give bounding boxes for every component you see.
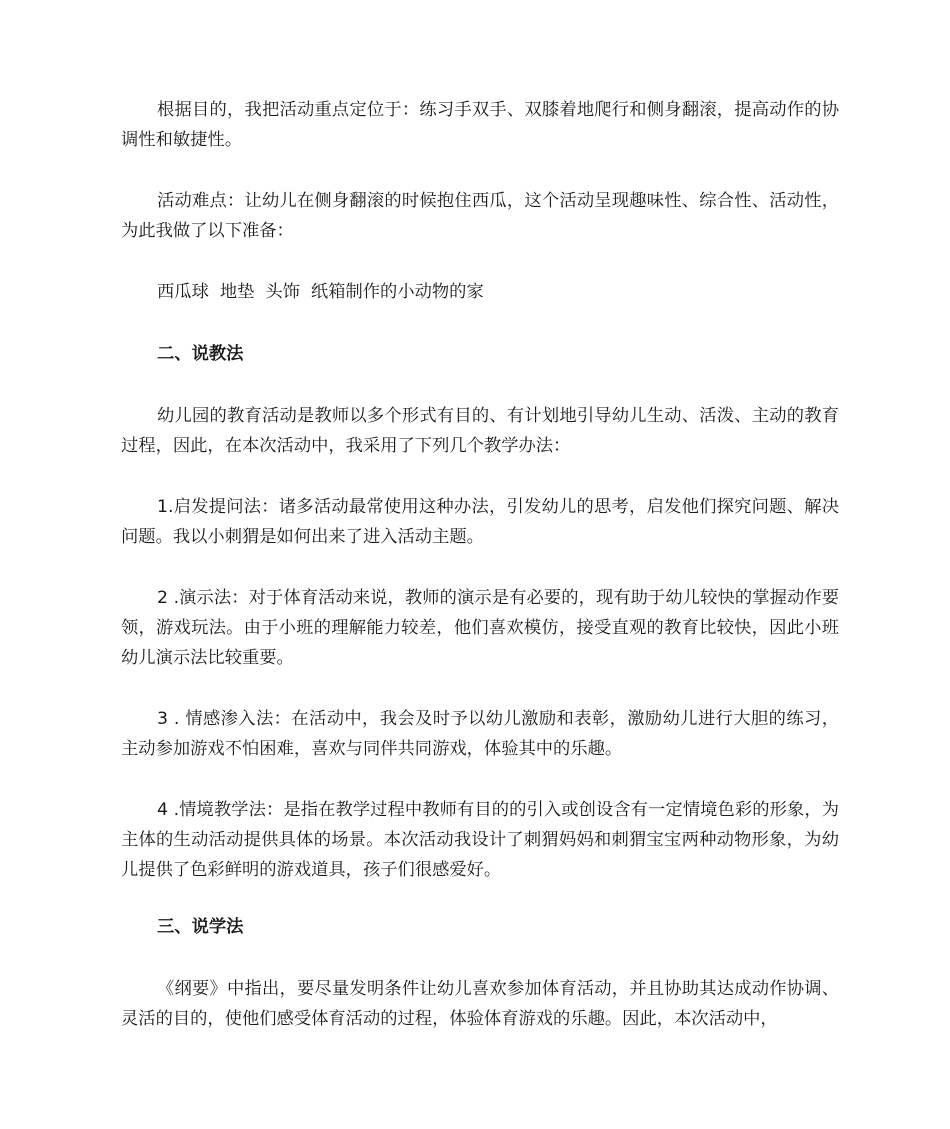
paragraph-outline: 《纲要》中指出，要尽量发明条件让幼儿喜欢参加体育活动，并且协助其达成动作协调、灵活的目的，使他们感受体育活动的过程，体验体育游戏的乐趣。因此，本次活动中， — [121, 979, 839, 1029]
paragraph-method-1: 1.启发提问法：诸多活动最常使用这种办法，引发幼儿的思考，启发他们探究问题、解决问题。我以小刺猬是如何出来了进入活动主题。 — [121, 497, 839, 547]
paragraph-key-points: 根据目的，我把活动重点定位于：练习手双手、双膝着地爬行和侧身翻滚，提高动作的协调性和敏捷性。 — [121, 100, 839, 150]
section-heading-learning-methods: 三、说学法 — [157, 917, 244, 937]
paragraph-method-2: 2 .演示法：对于体育活动来说，教师的演示是有必要的，现有助于幼儿较快的掌握动作要领，游戏玩法。由于小班的理解能力较差，他们喜欢模仿，接受直观的教育比较快，因此小班幼儿演示法比较重要。 — [121, 588, 839, 668]
paragraph-method-4: 4 .情境教学法：是指在教学过程中教师有目的的引入或创设含有一定情境色彩的形象，为主体的生动活动提供具体的场景。本次活动我设计了刺猬妈妈和刺猬宝宝两种动物形象，为幼儿提供了色彩鲜明的游戏道具，孩子们很感爱好。 — [121, 800, 839, 880]
section-heading-teaching-methods: 二、说教法 — [157, 344, 244, 364]
paragraph-difficulty: 活动难点：让幼儿在侧身翻滚的时候抱住西瓜，这个活动呈现趣味性、综合性、活动性，为此我做了以下准备： — [121, 191, 839, 241]
paragraph-teaching-intro: 幼儿园的教育活动是教师以多个形式有目的、有计划地引导幼儿生动、活泼、主动的教育过程，因此，在本次活动中，我采用了下列几个教学办法： — [121, 406, 839, 456]
paragraph-method-3: 3 . 情感渗入法：在活动中，我会及时予以幼儿激励和表彰，激励幼儿进行大胆的练习，主动参加游戏不怕困难，喜欢与同伴共同游戏，体验其中的乐趣。 — [121, 709, 839, 759]
paragraph-materials: 西瓜球 地垫 头饰 纸箱制作的小动物的家 — [157, 282, 484, 302]
